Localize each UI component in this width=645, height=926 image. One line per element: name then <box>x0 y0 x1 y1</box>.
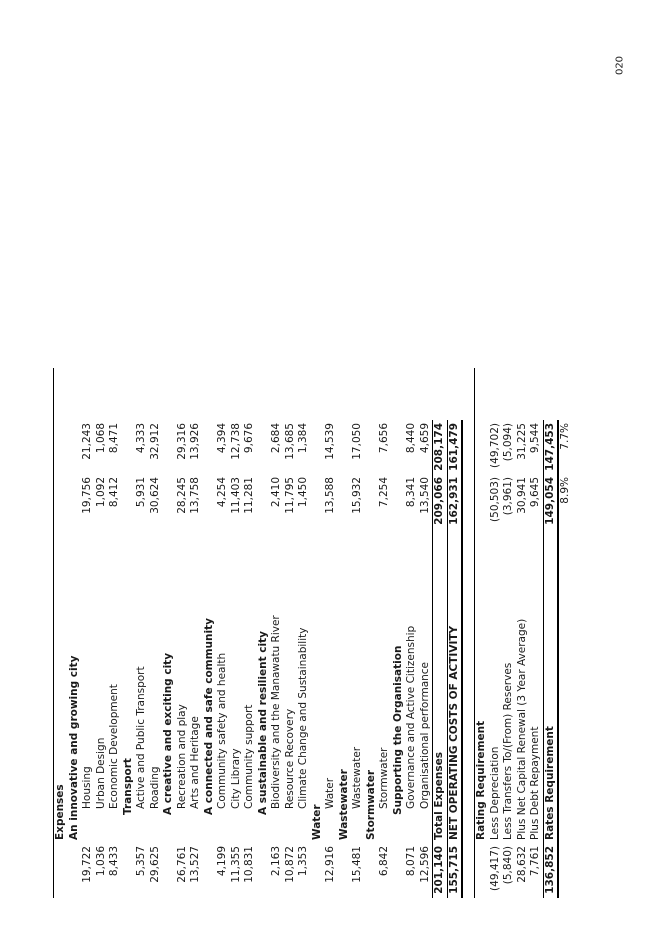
financial-table-rotated <box>53 368 591 898</box>
group-heading-row <box>68 368 82 898</box>
blank-cell <box>462 420 475 474</box>
rating-heading: Rating Requirement <box>475 528 489 843</box>
forecast-value: 8,440 <box>405 423 417 454</box>
budget-value: (3,961) <box>502 477 514 516</box>
prior-year-value: 28,632 <box>515 846 528 883</box>
blank-cell <box>462 368 475 420</box>
prior-year-value: 19,722 <box>81 846 93 883</box>
blank-cell <box>475 420 489 474</box>
blank-cell <box>203 420 217 474</box>
blank-cell <box>311 420 325 474</box>
line-item-label: Governance and Active Citizenship <box>405 625 417 809</box>
forecast-value: 13,685 <box>283 423 296 460</box>
prior-year-value: 1,353 <box>297 846 309 877</box>
blank-cell <box>419 368 433 420</box>
blank-cell <box>54 474 68 528</box>
blank-cell <box>392 843 406 898</box>
line-item-row <box>378 368 392 898</box>
prior-year-value: 5,357 <box>135 846 147 877</box>
prior-year-value: 6,842 <box>378 846 390 877</box>
forecast-value: 4,394 <box>216 423 228 454</box>
group-heading: Water <box>310 804 323 840</box>
budget-value: 13,588 <box>324 477 336 514</box>
section-heading: Expenses <box>54 528 68 843</box>
group-heading: Supporting the Organisation <box>391 645 404 815</box>
blank-cell <box>311 474 325 528</box>
blank-cell <box>324 368 338 420</box>
rating-item-row <box>489 368 503 898</box>
total-expenses-label: Total Expenses <box>433 528 448 843</box>
blank-cell <box>68 474 82 528</box>
rates-requirement-row <box>543 368 558 898</box>
budget-value: 11,281 <box>243 477 255 514</box>
blank-cell <box>558 368 573 420</box>
net-budget-value: 162,931 <box>447 474 462 528</box>
page-number: 020 <box>614 55 626 76</box>
blank-cell <box>351 368 365 420</box>
line-item-row <box>243 368 257 898</box>
line-item-label: Community support <box>243 704 255 809</box>
line-item-label: Arts and Heritage <box>189 716 201 809</box>
group-heading: A connected and safe community <box>202 618 215 815</box>
blank-cell <box>529 368 543 420</box>
blank-cell <box>297 368 311 420</box>
rating-item-row <box>529 368 543 898</box>
group-heading: Stormwater <box>364 769 377 840</box>
blank-cell <box>502 368 516 420</box>
budget-value: 7,254 <box>378 477 390 508</box>
blank-cell <box>311 843 325 898</box>
line-item-label: City Library <box>229 748 242 809</box>
blank-cell <box>433 368 448 420</box>
net-forecast-value: 161,479 <box>447 420 462 474</box>
line-item-row <box>135 368 149 898</box>
prior-year-value: 13,527 <box>189 846 201 883</box>
budget-value: 13,758 <box>189 477 201 514</box>
budget-value: (50,503) <box>488 477 501 522</box>
blank-cell <box>462 528 475 843</box>
blank-cell <box>122 843 136 898</box>
rates-change-row <box>558 368 573 898</box>
blank-cell <box>378 368 392 420</box>
budget-value: 8,412 <box>108 477 120 508</box>
blank-cell <box>475 843 489 898</box>
blank-cell <box>257 843 271 898</box>
blank-cell <box>243 368 257 420</box>
blank-cell <box>54 420 68 474</box>
budget-value: 19,756 <box>81 477 93 514</box>
forecast-value: 32,912 <box>148 423 161 460</box>
rating-item-label: Less Depreciation <box>488 746 501 840</box>
forecast-value: 1,068 <box>94 423 107 454</box>
line-item-label: Biodiversity and the Manawatu River <box>270 615 282 809</box>
blank-cell <box>365 474 379 528</box>
line-item-label: Community safety and health <box>216 652 228 809</box>
blank-cell <box>95 368 109 420</box>
prior-year-value: 1,036 <box>94 846 107 877</box>
rates-prior-value: 136,852 <box>543 843 558 898</box>
forecast-value: 14,539 <box>324 423 336 460</box>
rating-item-label: Less Transfers To/(From) Reserves <box>502 662 514 840</box>
blank-cell <box>68 843 82 898</box>
blank-cell <box>447 368 462 420</box>
line-item-label: Stormwater <box>378 747 390 809</box>
line-item-label: Organisational performance <box>418 661 431 809</box>
line-item-row <box>108 368 122 898</box>
line-item-row <box>230 368 244 898</box>
blank-cell <box>338 368 352 420</box>
blank-cell <box>516 368 530 420</box>
forecast-value: (49,702) <box>488 423 501 468</box>
group-heading-row <box>365 368 379 898</box>
blank-cell <box>365 420 379 474</box>
group-heading-row <box>257 368 271 898</box>
blank-cell <box>392 368 406 420</box>
blank-cell <box>489 368 503 420</box>
line-item-label: Climate Change and Sustainability <box>297 627 309 809</box>
budget-value: 15,932 <box>351 477 363 514</box>
blank-cell <box>135 368 149 420</box>
prior-year-value: 11,355 <box>229 846 242 883</box>
line-item-label: Active and Public Transport <box>135 666 147 809</box>
group-heading-row <box>122 368 136 898</box>
line-item-row <box>405 368 419 898</box>
forecast-value: 29,316 <box>175 423 188 460</box>
rates-change-forecast: 7.7% <box>559 423 571 450</box>
group-heading: An innovative and growing city <box>67 655 80 840</box>
blank-cell <box>54 368 68 420</box>
prior-year-value: 4,199 <box>216 846 228 877</box>
budget-value: 9,645 <box>529 477 541 508</box>
forecast-value: 7,656 <box>378 423 390 454</box>
forecast-value: 9,676 <box>243 423 255 454</box>
blank-cell <box>203 843 217 898</box>
blank-cell <box>216 368 230 420</box>
rates-requirement-label: Rates Requirement <box>543 528 558 843</box>
prior-year-value: 8,071 <box>405 846 417 877</box>
budget-value: 2,410 <box>270 477 282 508</box>
prior-year-value: 15,481 <box>351 846 363 883</box>
line-item-row <box>95 368 109 898</box>
blank-cell <box>338 420 352 474</box>
blank-cell <box>162 843 176 898</box>
blank-cell <box>392 420 406 474</box>
blank-cell <box>365 368 379 420</box>
net-operating-row <box>447 368 462 898</box>
budget-value: 30,624 <box>148 477 161 514</box>
blank-cell <box>162 420 176 474</box>
prior-year-value: 26,761 <box>175 846 188 883</box>
line-item-label: Water <box>324 777 336 809</box>
blank-cell <box>81 368 95 420</box>
line-item-row <box>81 368 95 898</box>
line-item-label: Wastewater <box>351 746 363 809</box>
group-heading: A creative and exciting city <box>162 652 174 815</box>
blank-cell <box>257 368 271 420</box>
line-item-label: Urban Design <box>94 737 107 809</box>
blank-cell <box>122 474 136 528</box>
rating-item-label: Plus Debt Repayment <box>529 726 541 840</box>
budget-value: 4,254 <box>216 477 228 508</box>
rating-item-row <box>516 368 530 898</box>
forecast-value: 4,659 <box>418 423 431 454</box>
budget-value: 1,092 <box>94 477 107 508</box>
blank-cell <box>108 368 122 420</box>
rates-forecast-value: 147,453 <box>543 420 558 474</box>
line-item-row <box>189 368 203 898</box>
net-prior-value: 155,715 <box>447 843 462 898</box>
forecast-value: 17,050 <box>351 423 363 460</box>
forecast-value: 31,225 <box>515 423 528 460</box>
blank-cell <box>558 843 573 898</box>
blank-cell <box>257 420 271 474</box>
blank-cell <box>284 368 298 420</box>
forecast-value: 13,926 <box>189 423 201 460</box>
line-item-row <box>351 368 365 898</box>
prior-year-value: 2,163 <box>270 846 282 877</box>
group-heading-row <box>392 368 406 898</box>
line-item-label: Resource Recovery <box>283 708 296 809</box>
line-item-label: Housing <box>81 766 93 809</box>
line-item-row <box>324 368 338 898</box>
line-item-row <box>419 368 433 898</box>
blank-cell <box>365 843 379 898</box>
total-budget-value: 209,066 <box>433 474 448 528</box>
blank-cell <box>68 420 82 474</box>
group-heading-row <box>338 368 352 898</box>
blank-cell <box>54 843 68 898</box>
rating-item-label: Plus Net Capital Renewal (3 Year Average) <box>515 618 528 840</box>
blank-cell <box>257 474 271 528</box>
blank-cell <box>176 368 190 420</box>
prior-year-value: (49,417) <box>488 846 501 891</box>
forecast-value: 8,471 <box>108 423 120 454</box>
blank-cell <box>405 368 419 420</box>
group-heading-row <box>162 368 176 898</box>
blank-cell <box>162 474 176 528</box>
line-item-label: Economic Development <box>108 684 120 809</box>
blank-cell <box>475 474 489 528</box>
expenses-header-row <box>54 368 68 898</box>
group-heading: Wastewater <box>337 769 350 840</box>
forecast-value: 2,684 <box>270 423 282 454</box>
line-item-row <box>149 368 163 898</box>
blank-cell <box>189 368 203 420</box>
prior-year-value: 29,625 <box>148 846 161 883</box>
blank-cell <box>162 368 176 420</box>
rating-header-row <box>475 368 489 898</box>
blank-cell <box>149 368 163 420</box>
blank-cell <box>338 843 352 898</box>
blank-cell <box>270 368 284 420</box>
prior-year-value: (5,840) <box>502 846 514 885</box>
blank-cell <box>68 368 82 420</box>
prior-year-value: 12,596 <box>418 846 431 883</box>
total-forecast-value: 208,174 <box>433 420 448 474</box>
forecast-value: 9,544 <box>529 423 541 454</box>
spacer-row <box>462 368 475 898</box>
forecast-value: 4,333 <box>135 423 147 454</box>
group-heading: A sustainable and resilient city <box>256 631 269 815</box>
forecast-value: 21,243 <box>81 423 93 460</box>
prior-year-value: 7,761 <box>529 846 541 877</box>
budget-value: 30,941 <box>515 477 528 514</box>
rating-item-row <box>502 368 516 898</box>
budget-value: 1,450 <box>297 477 309 508</box>
forecast-value: (5,094) <box>502 423 514 462</box>
blank-cell <box>475 368 489 420</box>
blank-cell <box>543 368 558 420</box>
blank-cell <box>203 474 217 528</box>
group-heading-row <box>203 368 217 898</box>
prior-year-value: 12,916 <box>324 846 336 883</box>
blank-cell <box>203 368 217 420</box>
blank-cell <box>392 474 406 528</box>
group-heading: Transport <box>121 758 134 815</box>
line-item-label: Recreation and play <box>175 704 188 809</box>
net-operating-label: NET OPERATING COSTS OF ACTIVITY <box>447 528 462 843</box>
rates-change-budget: 8.9% <box>559 477 571 504</box>
line-item-row <box>297 368 311 898</box>
blank-cell <box>462 843 475 898</box>
blank-cell <box>311 368 325 420</box>
budget-value: 5,931 <box>135 477 147 508</box>
budget-value: 11,403 <box>229 477 242 514</box>
budget-value: 8,341 <box>405 477 417 508</box>
prior-year-value: 10,872 <box>283 846 296 883</box>
line-item-row <box>270 368 284 898</box>
blank-cell <box>338 474 352 528</box>
line-item-row <box>216 368 230 898</box>
total-expenses-row <box>433 368 448 898</box>
blank-cell <box>230 368 244 420</box>
prior-year-value: 8,433 <box>108 846 120 877</box>
budget-value: 11,795 <box>283 477 296 514</box>
blank-cell <box>462 474 475 528</box>
blank-cell <box>122 368 136 420</box>
line-item-row <box>176 368 190 898</box>
budget-value: 28,245 <box>175 477 188 514</box>
group-heading-row <box>311 368 325 898</box>
blank-cell <box>122 420 136 474</box>
forecast-value: 12,738 <box>229 423 242 460</box>
expenses-table <box>53 368 573 898</box>
budget-value: 13,540 <box>418 477 431 514</box>
total-prior-value: 201,140 <box>433 843 448 898</box>
forecast-value: 1,384 <box>297 423 309 454</box>
line-item-label: Roading <box>148 766 161 809</box>
line-item-row <box>284 368 298 898</box>
blank-cell <box>558 528 573 843</box>
rates-budget-value: 149,054 <box>543 474 558 528</box>
prior-year-value: 10,831 <box>243 846 255 883</box>
